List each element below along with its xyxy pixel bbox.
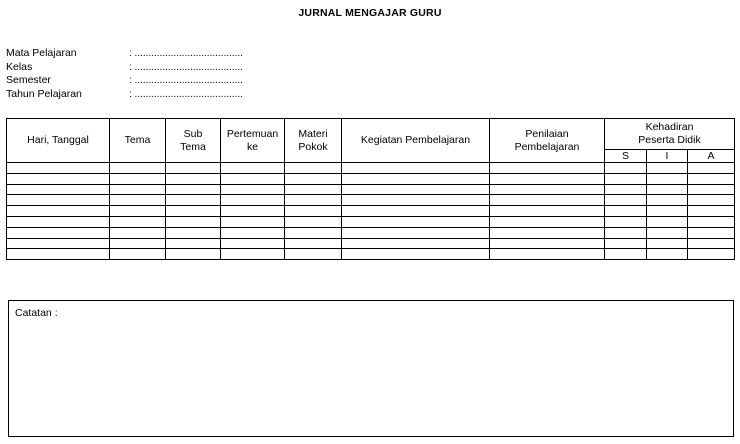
table-cell[interactable]: [342, 216, 490, 227]
table-cell[interactable]: [490, 238, 605, 249]
meta-label: Semester: [6, 74, 51, 86]
table-cell[interactable]: [647, 216, 688, 227]
table-cell[interactable]: [285, 195, 342, 206]
table-cell[interactable]: [110, 249, 166, 260]
document-title: JURNAL MENGAJAR GURU: [298, 7, 442, 19]
header-label: Kehadiran: [645, 121, 694, 133]
table-cell[interactable]: [7, 184, 110, 195]
table-cell[interactable]: [285, 238, 342, 249]
table-cell[interactable]: [647, 206, 688, 217]
header-label: Kegiatan Pembelajaran: [360, 134, 471, 146]
table-cell[interactable]: [166, 173, 221, 184]
table-cell[interactable]: [110, 195, 166, 206]
table-cell[interactable]: [688, 227, 735, 238]
table-cell[interactable]: [490, 216, 605, 227]
journal-table: [6, 118, 735, 260]
meta-value: : .......................................: [129, 48, 243, 59]
table-cell[interactable]: [7, 238, 110, 249]
table-cell[interactable]: [342, 163, 490, 174]
header-label: Materi: [298, 127, 328, 140]
table-cell[interactable]: [110, 216, 166, 227]
meta-row-kelas: [6, 60, 243, 75]
table-cell[interactable]: [166, 163, 221, 174]
header-i: I: [647, 150, 688, 163]
table-cell[interactable]: [110, 173, 166, 184]
table-cell[interactable]: [7, 249, 110, 260]
header-a: A: [688, 150, 735, 163]
table-cell[interactable]: [110, 238, 166, 249]
meta-label: Mata Pelajaran: [6, 47, 77, 59]
table-cell[interactable]: [166, 195, 221, 206]
table-cell[interactable]: [342, 227, 490, 238]
meta-value: : .......................................: [129, 75, 243, 86]
table-cell[interactable]: [7, 206, 110, 217]
table-cell[interactable]: [285, 184, 342, 195]
table-cell[interactable]: [605, 195, 647, 206]
table-cell[interactable]: [490, 195, 605, 206]
table-cell[interactable]: [166, 206, 221, 217]
table-cell[interactable]: [605, 163, 647, 174]
meta-value: : .......................................: [129, 61, 243, 73]
table-cell[interactable]: [647, 238, 688, 249]
meta-row-tahun-pelajaran: [6, 87, 243, 102]
table-row: [7, 195, 735, 206]
table-cell[interactable]: [166, 184, 221, 195]
table-cell[interactable]: [688, 173, 735, 184]
table-cell[interactable]: [7, 173, 110, 184]
table-cell[interactable]: [490, 206, 605, 217]
table-cell[interactable]: [285, 163, 342, 174]
table-cell[interactable]: [688, 163, 735, 174]
journal-body: [7, 163, 735, 260]
notes-box[interactable]: [8, 300, 734, 437]
header-label: Pembelajaran: [514, 140, 580, 153]
table-cell[interactable]: [647, 184, 688, 195]
table-cell[interactable]: [110, 163, 166, 174]
table-cell[interactable]: [166, 216, 221, 227]
table-cell[interactable]: [7, 163, 110, 174]
table-cell[interactable]: [285, 216, 342, 227]
table-row: [7, 216, 735, 227]
table-cell[interactable]: [490, 184, 605, 195]
table-cell[interactable]: [605, 216, 647, 227]
table-cell[interactable]: [647, 173, 688, 184]
header-label: Tema: [124, 134, 151, 146]
table-cell[interactable]: [647, 249, 688, 260]
table-cell[interactable]: [688, 238, 735, 249]
table-cell[interactable]: [647, 163, 688, 174]
meta-value: : .......................................: [129, 88, 243, 100]
header-label: ke: [246, 140, 259, 153]
table-cell[interactable]: [166, 249, 221, 260]
table-cell[interactable]: [342, 184, 490, 195]
table-cell[interactable]: [221, 216, 285, 227]
header-pertemuan: [221, 119, 285, 163]
table-cell[interactable]: [221, 249, 285, 260]
table-cell[interactable]: [110, 206, 166, 217]
table-row: [7, 238, 735, 249]
header-label: Pertemuan: [226, 127, 279, 140]
table-cell[interactable]: [7, 195, 110, 206]
table-cell[interactable]: [605, 227, 647, 238]
table-cell[interactable]: [7, 227, 110, 238]
table-cell[interactable]: [285, 249, 342, 260]
header-kehadiran: [605, 119, 735, 150]
table-cell[interactable]: [605, 184, 647, 195]
table-cell[interactable]: [688, 249, 735, 260]
table-cell[interactable]: [688, 184, 735, 195]
table-cell[interactable]: [342, 206, 490, 217]
table-cell[interactable]: [221, 184, 285, 195]
header-tema: [110, 119, 166, 163]
header-materi-pokok: [285, 119, 342, 163]
table-cell[interactable]: [221, 238, 285, 249]
header-sub-tema: [166, 119, 221, 163]
header-label: Pokok: [298, 140, 328, 153]
table-cell[interactable]: [647, 227, 688, 238]
table-cell[interactable]: [285, 227, 342, 238]
table-cell[interactable]: [221, 173, 285, 184]
table-cell[interactable]: [285, 206, 342, 217]
header-label: Penilaian: [525, 127, 569, 140]
table-row: [7, 163, 735, 174]
table-cell[interactable]: [342, 173, 490, 184]
table-row: [7, 227, 735, 238]
table-cell[interactable]: [490, 249, 605, 260]
table-cell[interactable]: [605, 173, 647, 184]
header-hari-tanggal: [7, 119, 110, 163]
table-cell[interactable]: [166, 238, 221, 249]
table-cell[interactable]: [221, 163, 285, 174]
table-cell[interactable]: [342, 238, 490, 249]
notes-label: Catatan :: [15, 307, 58, 319]
meta-label: Kelas: [6, 60, 33, 73]
meta-row-mata-pelajaran: [6, 47, 243, 61]
table-cell[interactable]: [688, 216, 735, 227]
table-row: [7, 249, 735, 260]
table-cell[interactable]: [7, 216, 110, 227]
header-label: Sub: [183, 127, 203, 140]
table-cell[interactable]: [110, 227, 166, 238]
meta-label: Tahun Pelajaran: [6, 87, 82, 100]
table-cell[interactable]: [605, 206, 647, 217]
header-s: S: [605, 150, 647, 163]
header-label: Hari, Tanggal: [27, 134, 89, 146]
table-cell[interactable]: [605, 238, 647, 249]
table-cell[interactable]: [342, 249, 490, 260]
table-cell[interactable]: [221, 206, 285, 217]
table-row: [7, 173, 735, 184]
table-row: [7, 206, 735, 217]
header-penilaian: [490, 119, 605, 163]
table-cell[interactable]: [647, 195, 688, 206]
table-cell[interactable]: [490, 163, 605, 174]
table-cell[interactable]: [110, 184, 166, 195]
table-cell[interactable]: [490, 173, 605, 184]
header-label: Peserta Didik: [638, 134, 701, 146]
table-cell[interactable]: [688, 206, 735, 217]
table-cell[interactable]: [490, 227, 605, 238]
header-label: Tema: [180, 140, 206, 153]
table-cell[interactable]: [221, 195, 285, 206]
header-kegiatan: [342, 119, 490, 163]
meta-row-semester: [6, 74, 243, 88]
table-cell[interactable]: [221, 227, 285, 238]
table-cell[interactable]: [688, 195, 735, 206]
meta-fields: [6, 47, 243, 101]
table-cell[interactable]: [285, 173, 342, 184]
table-cell[interactable]: [342, 195, 490, 206]
table-cell[interactable]: [605, 249, 647, 260]
table-cell[interactable]: [166, 227, 221, 238]
table-row: [7, 184, 735, 195]
